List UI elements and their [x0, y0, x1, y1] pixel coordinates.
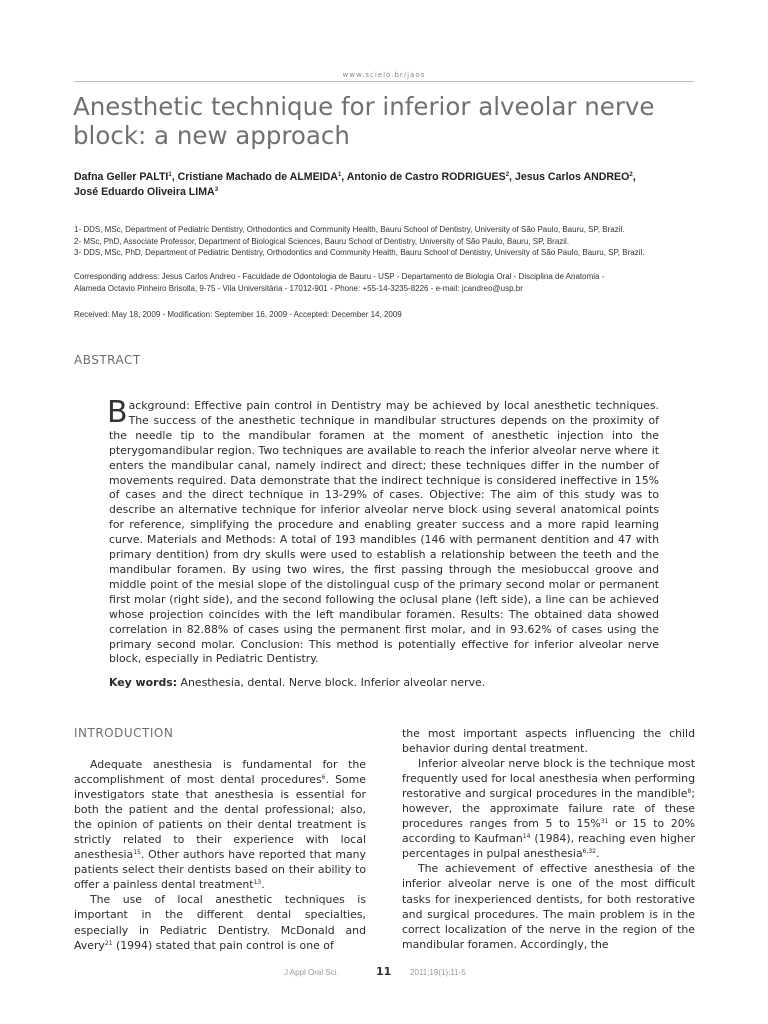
abstract-paragraph: ackground: Effective pain control in Dentistry may be achieved by local anesthetic techniques. The success of the anesthetic technique in mandibular structures depends on the proximity of the needle tip to the mandibular foramen at the moment of anesthetic injection into the pterygomandibular region. Two techniques are available to reach the inferior alveolar nerve where it enters the mandibular canal, namely indirect and direct; these techniques differ in the number of movements required. Data demonstrate that the indirect technique is considered ineffective in 15% of cases and the direct technique in 13-29% of cases. Objective: The aim of this study was to describe an alternative technique for inferior alveolar nerve block using several anatomical points for reference, simplifying the procedure and enabling greater success and a more rapid learning curve. Materials and Methods: A total of 193 mandibles (146 with permanent dentition and 47 with primary dentition) from dry skulls were used to establish a relationship between the teeth and the mandibular foramen. By using two wires, the first passing through the mesiobuccal groove and middle point of the mesial slope of the distolingual cusp of the primary second molar or permanent first molar (right side), and the second following the oclusal plane (left side), a line can be achieved whose projection coincides with the left mandibular foramen. Results: The obtained data showed correlation in 82.88% of cases using the permanent first molar, and in 93.62% of cases using the primary second molar. Conclusion: This method is potentially effective for inferior alveolar nerve block, especially in Pediatric Dentistry. — [109, 399, 659, 666]
citation: 13 — [253, 879, 262, 887]
citation: 15 — [133, 849, 141, 857]
text-column-right — [402, 726, 695, 952]
footer-journal: J Appl Oral Sci. — [284, 968, 339, 977]
author-affiliation-mark: 1 — [168, 172, 172, 178]
header-divider — [74, 81, 694, 82]
citation: 8 — [687, 788, 692, 796]
author-name: Jesus Carlos ANDREO — [514, 171, 630, 183]
body-paragraph: the most important aspects influencing the child behavior during dental treatment. — [402, 727, 695, 756]
author-name: Cristiane Machado de ALMEIDA — [177, 171, 338, 183]
journal-url[interactable]: www.scielo.br/jaos — [342, 71, 426, 79]
author-affiliation-mark: 1 — [337, 172, 342, 178]
keywords-label: Key words: — [109, 676, 178, 689]
body-paragraph: The use of local anesthetic techniques is important in the different dental specialties, especially in Pediatric Dentistry. McDonald and Avery$^{21}$ (1994) stated that pain control is one of — [74, 893, 366, 952]
corresponding-line: Alameda Octavio Pinheiro Brisolla, 9-75 - Vila Universitária - 17012-901 - Phone: +55-14-3235-8226 - e-mail: jcandreo@usp.br — [74, 283, 523, 293]
page-number: 11 — [376, 965, 392, 978]
citation: 21 — [104, 939, 113, 947]
keywords-text: Anesthesia, dental. Nerve block. Inferior alveolar nerve. — [177, 676, 486, 689]
author-name: Antonio de Castro RODRIGUES — [346, 171, 506, 183]
citation: 6 — [321, 774, 326, 782]
citation: 14 — [522, 833, 531, 841]
corresponding-address — [74, 271, 699, 294]
footer-issue: 2011;19(1):11-5 — [410, 968, 466, 977]
body-paragraph: Adequate anesthesia is fundamental for the accomplishment of most dental procedures$^6$. Some investigators state that anesthesia is essential for both the patient and the dental professional; also, the opinion of patients on their dental treatment is strictly related to their experience with local anesthesia$^{15}$. Other authors have reported that many patients select their dentists based on their ability to offer a painless dental treatment$^{13}$. — [74, 758, 366, 892]
corresponding-line: Corresponding address: Jesus Carlos Andreo - Faculdade de Odontologia de Bauru - USP - Departamento de Biologia Oral - Disciplina de Anatomia - — [74, 272, 605, 281]
body-paragraph: The achievement of effective anesthesia of the inferior alveolar nerve is one of the most difficult tasks for inexperienced dentists, for both restorative and surgical procedures. The main problem is in the correct localization of the nerve in the region of the mandibular foramen. Accordingly, the — [402, 862, 695, 951]
author-affiliation-mark: 2 — [629, 172, 633, 178]
text-column-left — [74, 757, 366, 953]
abstract-text — [107, 395, 659, 667]
abstract-heading: ABSTRACT — [74, 353, 141, 367]
article-title: Anesthetic technique for inferior alveolar nerve block: a new approach — [73, 92, 655, 150]
received-dates: Received: May 18, 2009 - Modification: September 16, 2009 - Accepted: December 14, 2009 — [74, 310, 402, 319]
body-paragraph: Inferior alveolar nerve block is the technique most frequently used for local anesthesia when performing restorative and surgical procedures in the mandible$^8$; however, the approximate failure rate of these procedures ranges from 5 to 15%$^{31}$ or 15 to 20% according to Kaufman$^{14}$ (1984), reaching even higher percentages in pulpal anesthesia$^{6,32}$. — [402, 757, 695, 861]
affiliations — [74, 224, 704, 259]
citation: 31 — [600, 818, 609, 826]
author-affiliation-mark: 3 — [214, 187, 219, 193]
affiliation-line: 2- MSc, PhD, Associate Professor, Department of Biological Sciences, Bauru School of Dentistry, University of São Paulo, Bauru, SP, Brazil. — [74, 236, 570, 246]
drop-cap: B — [107, 395, 128, 430]
introduction-heading: INTRODUCTION — [74, 726, 174, 740]
affiliation-line: 1- DDS, MSc, Department of Pediatric Dentistry, Orthodontics and Community Health, Bauru School of Dentistry, University of São Paulo, Bauru, SP, Brazil. — [74, 225, 625, 234]
citation: 6,32 — [582, 848, 596, 856]
author-list: Dafna Geller PALTI$^1$, Cristiane Machado de ALMEIDA$^1$, Antonio de Castro RODRIGUES$^2$, Jesus Carlos ANDREO$^2$, José Eduardo Oliveira LIMA$^3$ — [74, 171, 636, 198]
keywords — [109, 676, 669, 690]
author-affiliation-mark: 2 — [505, 172, 510, 178]
affiliation-line: 3- DDS, MSc, PhD, Department of Pediatric Dentistry, Orthodontics and Community Health, Bauru School of Dentistry, University of São Paulo, Bauru, SP, Brazil. — [74, 248, 645, 257]
author-name: Dafna Geller PALTI — [74, 171, 169, 183]
author-name: José Eduardo Oliveira LIMA — [74, 186, 215, 198]
